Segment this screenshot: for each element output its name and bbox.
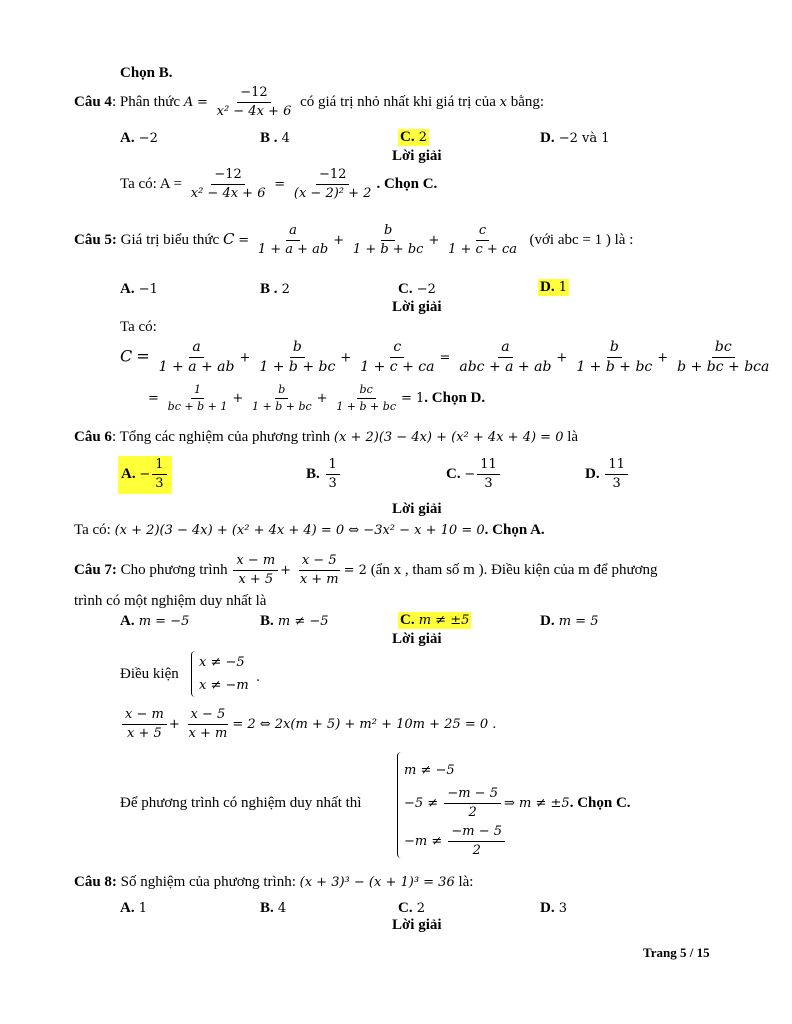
q7-condition-brace: [191, 651, 198, 697]
q7-answer-a[interactable]: A. m = −5: [120, 613, 190, 629]
q7-equation: $\frac{x - m}{x + 5}$ + $\frac{x - 5}{x + m}$ = 2 ⇔ 2x(m + 5) + m² + 10m + 25 = 0 .: [120, 708, 496, 742]
q7-solution-heading: Lời giải: [392, 631, 442, 647]
question-4-fraction: $\frac{-12}{\text{x² − 4x + 6}}$: [216, 85, 292, 120]
q7-de-text: Để phương trình có nghiệm duy nhất thì: [120, 795, 362, 811]
q5-solution-line2: = $\frac{1}{bc + b + 1}$ + $\frac{b}{1 + b + bc}$ + $\frac{bc}{1 + b + bc}$ = 1. Chọn D.: [148, 383, 486, 414]
q7-system-2: −5 ≠ $\frac{-m - 5}{2}$: [404, 787, 503, 821]
q5-answer-d[interactable]: D. 1: [540, 279, 567, 295]
question-5: Câu 5: Giá trị biểu thức C = $\frac{a}{1 + a + ab}$ + $\frac{b}{1 + b + bc}$ + $\frac{c}{1 + c + ca}$ (với abc = 1 ) là :: [74, 223, 634, 258]
q4-answer-c[interactable]: C. 2: [400, 129, 427, 145]
page-number: Trang 5 / 15: [643, 945, 710, 960]
q7-answer-b[interactable]: B. m ≠ −5: [260, 613, 329, 629]
q7-conclusion: ⇒ m ≠ ±5. Chọn C.: [504, 795, 631, 811]
q8-answer-c[interactable]: C. 2: [398, 900, 425, 916]
q6-solution: Ta có: (x + 2)(3 − 4x) + (x² + 4x + 4) = 0 ⇔ −3x² − x + 10 = 0. Chọn A.: [74, 522, 545, 538]
question-8: Câu 8: Số nghiệm của phương trình: (x + 3)³ − (x + 1)³ = 36 là:: [74, 874, 474, 890]
q7-answer-c[interactable]: C. m ≠ ±5: [400, 612, 470, 628]
q6-solution-heading: Lời giải: [392, 501, 442, 517]
q4-answer-a[interactable]: A. −2: [120, 130, 158, 146]
q4-solution-heading: Lời giải: [392, 148, 442, 164]
q6-answer-c[interactable]: C. − $\frac{11}{3}$: [446, 458, 502, 492]
q8-answer-a[interactable]: A. 1: [120, 900, 147, 916]
q7-system-brace: [397, 752, 404, 858]
q8-answer-d[interactable]: D. 3: [540, 900, 567, 916]
question-7-line2: trình có một nghiệm duy nhất là: [74, 593, 267, 609]
q8-solution-heading: Lời giải: [392, 917, 442, 933]
q5-solution-line1: C = $\frac{a}{1 + a + ab}$ + $\frac{b}{1 + b + bc}$ + $\frac{c}{1 + c + ca}$ = $\frac{a}{\text{abc + a + ab}}$ + $\frac{b}{1 + b + bc}$ + $\frac{bc}{\text{b + bc + bca}}$: [120, 339, 770, 376]
q7-system-1: m ≠ −5: [404, 763, 455, 778]
question-4: Câu 4: Phân thức A = $\frac{-12}{\text{x² − 4x + 6}}$ có giá trị nhỏ nhất khi giá trị của x bằng:: [74, 85, 545, 120]
question-6: Câu 6: Tổng các nghiệm của phương trình (x + 2)(3 − 4x) + (x² + 4x + 4) = 0 là: [74, 429, 579, 445]
q7-answer-d[interactable]: D. m = 5: [540, 613, 599, 629]
q7-system-3: −m ≠ $\frac{-m - 5}{2}$: [404, 825, 507, 859]
q7-condition-1: x ≠ −5: [199, 655, 245, 670]
q5-solution-heading: Lời giải: [392, 299, 442, 315]
question-4-text: : Phân thức: [111, 94, 184, 111]
q4-answer-d[interactable]: D. −2 và 1: [540, 130, 610, 146]
q5-answer-a[interactable]: A. −1: [120, 281, 158, 297]
question-7: Câu 7: Cho phương trình $\frac{x - m}{x + 5}$ + $\frac{x - 5}{x + m}$ = 2 (ẩn x , tham số m ). Điều kiện của m để phương: [74, 553, 658, 588]
choose-b-text: Chọn B.: [120, 65, 173, 81]
q4-answer-b[interactable]: B . 4: [260, 130, 290, 146]
q5-answer-c[interactable]: C. −2: [398, 281, 436, 297]
question-4-label: Câu 4: [74, 94, 112, 111]
q7-dieu-kien: Điều kiện: [120, 666, 179, 682]
q4-solution: Ta có: A = $\frac{-12}{\text{x² − 4x + 6}}$ = $\frac{-12}{\text{(x − 2)² + 2}}$ . Chọn C.: [120, 167, 438, 202]
q6-answer-a[interactable]: A. − $\frac{1}{3}$: [118, 456, 172, 494]
q7-condition-2: x ≠ −m: [199, 678, 249, 693]
q5-answer-b[interactable]: B . 2: [260, 281, 290, 297]
q5-ta-co: Ta có:: [120, 319, 157, 335]
q8-answer-b[interactable]: B. 4: [260, 900, 287, 916]
q6-answer-b[interactable]: B. $\frac{1}{3}$: [306, 458, 342, 492]
q6-answer-d[interactable]: D. $\frac{11}{3}$: [585, 458, 630, 492]
